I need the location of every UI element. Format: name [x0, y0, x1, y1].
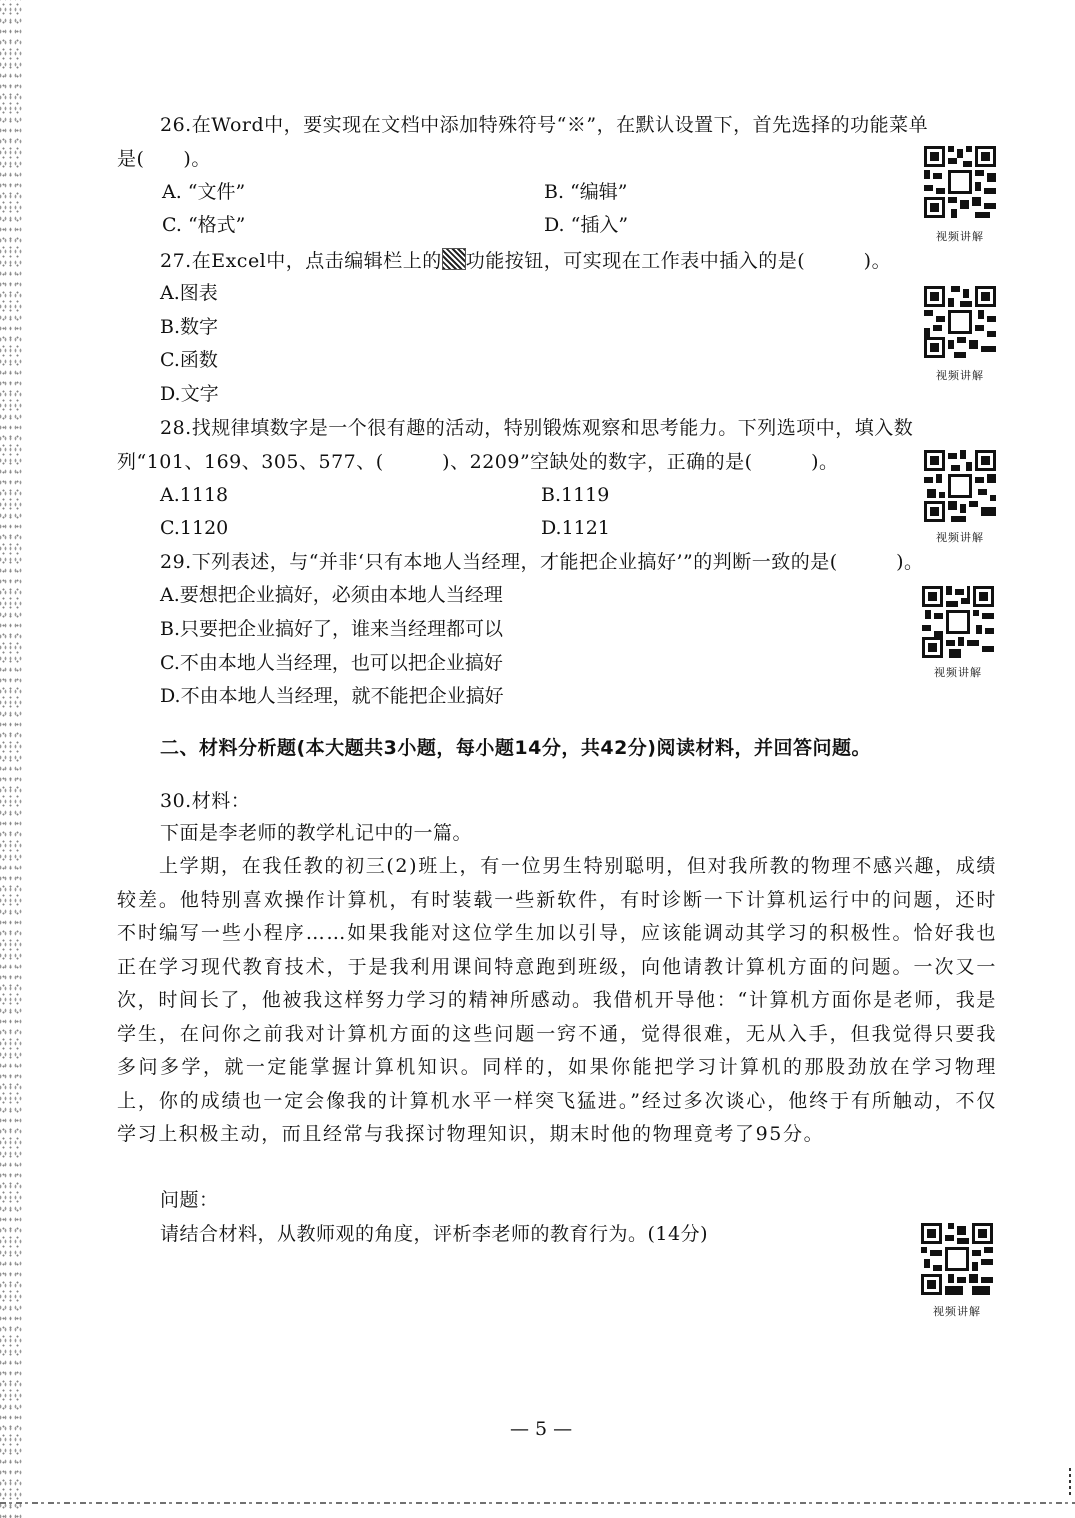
q26-stem-line1: 26.在Word中，要实现在文档中添加特殊符号“※”，在默认设置下，首先选择的功能菜单: [160, 114, 929, 136]
q29-option-a: A.要想把企业搞好，必须由本地人当经理: [160, 584, 503, 606]
q30-question: 请结合材料，从教师观的角度，评析李老师的教育行为。(14分): [160, 1223, 709, 1245]
q28-option-c: C.1120: [160, 517, 229, 539]
q29-option-d: D.不由本地人当经理，就不能把企业搞好: [160, 685, 504, 707]
q30-material: 上学期，在我任教的初三(2)班上，有一位男生特别聪明，但对我所教的物理不感兴趣，成绩较差。他特别喜欢操作计算机，有时装载一些新软件，有时诊断一下计算机运行中的问题，还时不时编写一些小程序……如果我能对这位学生加以引导，应该能调动其学习的积极性。恰好我也正在学习现代教育技术，于是我利用课间特意跑到班级，向他请教计算机方面的问题。一次又一次，时间长了，他被我这样努力学习的精神所感动。我借机开导他：“计算机方面你是老师，我是学生，在问你之前我对计算机方面的这些问题一窍不通，觉得很难，无从入手，但我觉得只要我多问多学，就一定能掌握计算机知识。同样的，如果你能把学习计算机的那股劲放在学习物理上，你的成绩也一定会像我的计算机水平一样突飞猛进。”经过多次谈心，他终于有所触动，不仅学习上积极主动，而且经常与我探讨物理知识，期末时他的物理竟考了95分。: [117, 855, 997, 1145]
insert-function-icon: [442, 248, 466, 270]
qr-caption: 视频讲解: [933, 1305, 981, 1318]
qr-caption: 视频讲解: [934, 666, 982, 679]
qr-code-icon[interactable]: [924, 450, 996, 522]
q27-stem: [160, 248, 891, 274]
q27-option-a: A.图表: [160, 282, 218, 304]
q27-stem-before-icon: 27.在Excel中，点击编辑栏上的: [160, 250, 442, 272]
q28-stem-line1: 28.找规律填数字是一个很有趣的活动，特别锻炼观察和思考能力。下列选项中，填入数: [160, 417, 914, 439]
q26-option-a: A. “文件”: [162, 181, 246, 203]
qr-code-icon[interactable]: [922, 586, 994, 658]
q26-option-b: B. “编辑”: [544, 181, 628, 203]
scan-bottom-edge: [0, 1502, 1075, 1504]
scan-right-edge: [1069, 1468, 1071, 1498]
qr-code-icon[interactable]: [924, 286, 996, 358]
q28-stem-line2: 列“101、169、305、577、( )、2209”空缺处的数字，正确的是( )。: [117, 451, 839, 473]
q27-option-c: C.函数: [160, 349, 218, 371]
q30-heading: 30.材料：: [160, 790, 251, 812]
q27-option-b: B.数字: [160, 316, 219, 338]
q29-option-c: C.不由本地人当经理，也可以把企业搞好: [160, 652, 503, 674]
q28-option-d: D.1121: [541, 517, 610, 539]
q26-option-d: D. “插入”: [544, 214, 629, 236]
q29-stem: 29.下列表述，与“并非‘只有本地人当经理，才能把企业搞好’”的判断一致的是( )。: [160, 551, 924, 573]
q28-option-a: A.1118: [160, 484, 229, 506]
q26-option-c: C. “格式”: [162, 214, 246, 236]
q30-question-label: 问题：: [160, 1189, 219, 1211]
qr-caption: 视频讲解: [936, 369, 984, 382]
qr-caption: 视频讲解: [936, 531, 984, 544]
qr-caption: 视频讲解: [936, 230, 984, 243]
q26-stem-line2: 是( )。: [117, 148, 211, 170]
page-number: — 5 —: [510, 1418, 573, 1440]
q29-option-b: B.只要把企业搞好了，谁来当经理都可以: [160, 618, 504, 640]
q27-option-d: D.文字: [160, 383, 219, 405]
qr-code-icon[interactable]: [924, 146, 996, 218]
section-title: 二、材料分析题(本大题共3小题，每小题14分，共42分)阅读材料，并回答问题。: [160, 737, 871, 759]
qr-code-icon[interactable]: [921, 1223, 993, 1295]
q27-stem-after-icon: 功能按钮，可实现在工作表中插入的是( )。: [465, 250, 892, 272]
q28-option-b: B.1119: [541, 484, 610, 506]
q30-intro: 下面是李老师的教学札记中的一篇。: [160, 822, 473, 844]
scan-edge-noise: [0, 0, 22, 1518]
